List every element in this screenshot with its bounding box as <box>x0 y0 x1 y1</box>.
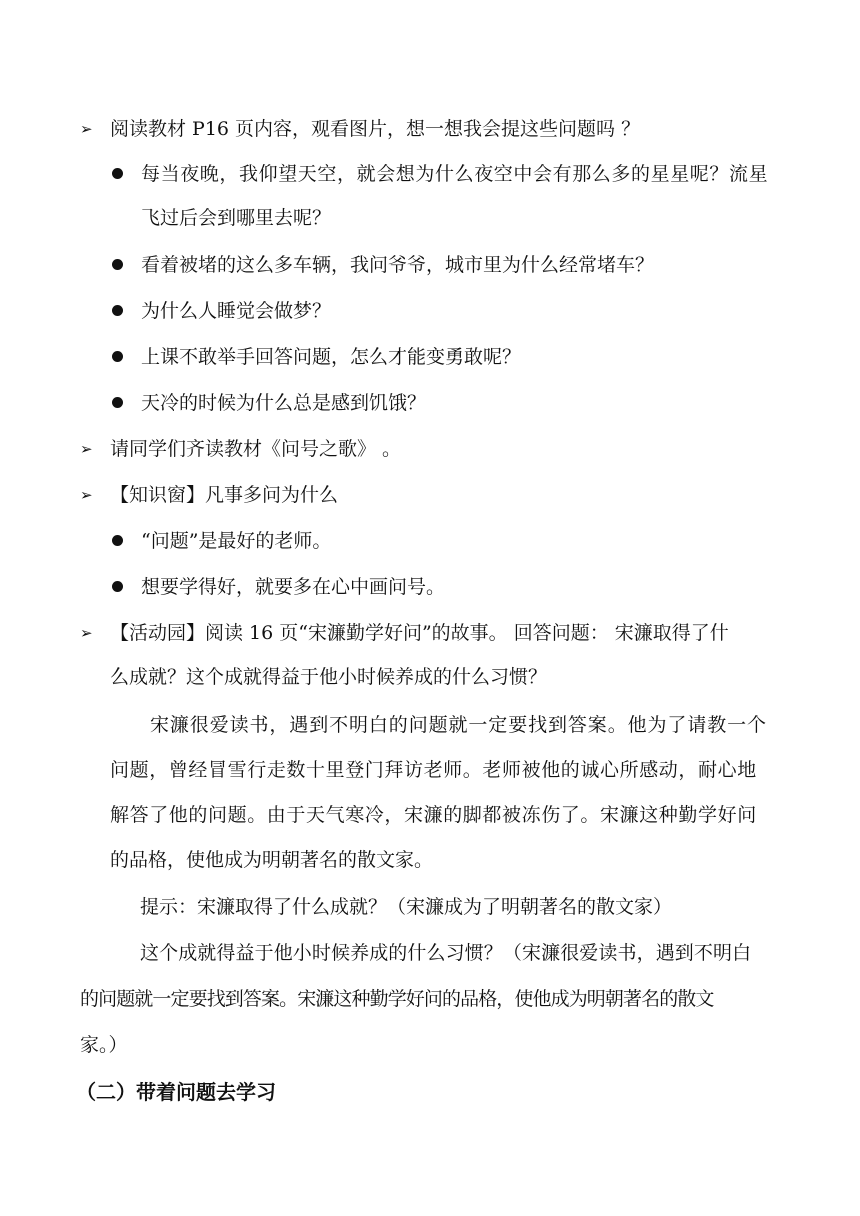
answer-line: 这个成就得益于他小时候养成的什么习惯？（宋濂很爱读书，遇到不明白 <box>140 942 752 964</box>
story-line: 问题，曾经冒雪行走数十里登门拜访老师。老师被他的诚心所感动，耐心地 <box>110 759 757 781</box>
arrow-bullet-icon: ➢ <box>80 486 93 504</box>
answer-line: 的问题就一定要找到答案。宋濂这种勤学好问的品格，使他成为明朝著名的散文 <box>80 988 714 1010</box>
list-item: 想要学得好，就要多在心中画问号。 <box>141 576 446 598</box>
dot-bullet-icon <box>112 535 123 546</box>
story-line: 宋濂很爱读书，遇到不明白的问题就一定要找到答案。他为了请教一个 <box>150 714 767 736</box>
arrow-bullet-icon: ➢ <box>80 440 93 458</box>
dot-bullet-icon <box>112 305 123 316</box>
dot-bullet-icon <box>112 397 123 408</box>
list-item: 看着被堵的这么多车辆，我问爷爷，城市里为什么经常堵车？ <box>141 254 655 276</box>
list-item: 每当夜晚，我仰望天空，就会想为什么夜空中会有那么多的星星呢？流星 <box>141 163 769 185</box>
dot-bullet-icon <box>112 259 123 270</box>
list-item: 天冷的时候为什么总是感到饥饿？ <box>141 392 427 414</box>
dot-bullet-icon <box>112 351 123 362</box>
dot-bullet-icon <box>112 168 123 179</box>
section1-intro: 阅读教材 P16 页内容，观看图片，想一想我会提这些问题吗 ？ <box>110 118 641 140</box>
arrow-bullet-icon: ➢ <box>80 120 93 138</box>
dot-bullet-icon <box>112 581 123 592</box>
list-item: 为什么人睡觉会做梦？ <box>141 300 332 322</box>
story-line: 解答了他的问题。由于天气寒冷，宋濂的脚都被冻伤了。宋濂这种勤学好问 <box>110 804 757 826</box>
story-line: 的品格，使他成为明朝著名的散文家。 <box>110 849 434 871</box>
section4-question-line1: 【活动园】阅读 16 页“宋濂勤学好问”的故事。 回答问题： 宋濂取得了什 <box>110 622 729 644</box>
answer-line: 家。） <box>80 1034 128 1056</box>
list-item: “问题”是最好的老师。 <box>141 530 332 552</box>
list-item-continuation: 飞过后会到哪里去呢？ <box>141 207 332 229</box>
section2-text: 请同学们齐读教材《问号之歌》 。 <box>110 438 402 460</box>
list-item: 上课不敢举手回答问题，怎么才能变勇敢呢？ <box>141 346 522 368</box>
hint-line: 提示：宋濂取得了什么成就？（宋濂成为了明朝著名的散文家） <box>140 896 673 918</box>
section4-question-line2: 么成就？这个成就得益于他小时候养成的什么习惯？ <box>110 666 548 688</box>
section3-title: 【知识窗】凡事多问为什么 <box>110 484 339 506</box>
arrow-bullet-icon: ➢ <box>80 624 93 642</box>
section-heading: （二）带着问题去学习 <box>76 1080 276 1104</box>
